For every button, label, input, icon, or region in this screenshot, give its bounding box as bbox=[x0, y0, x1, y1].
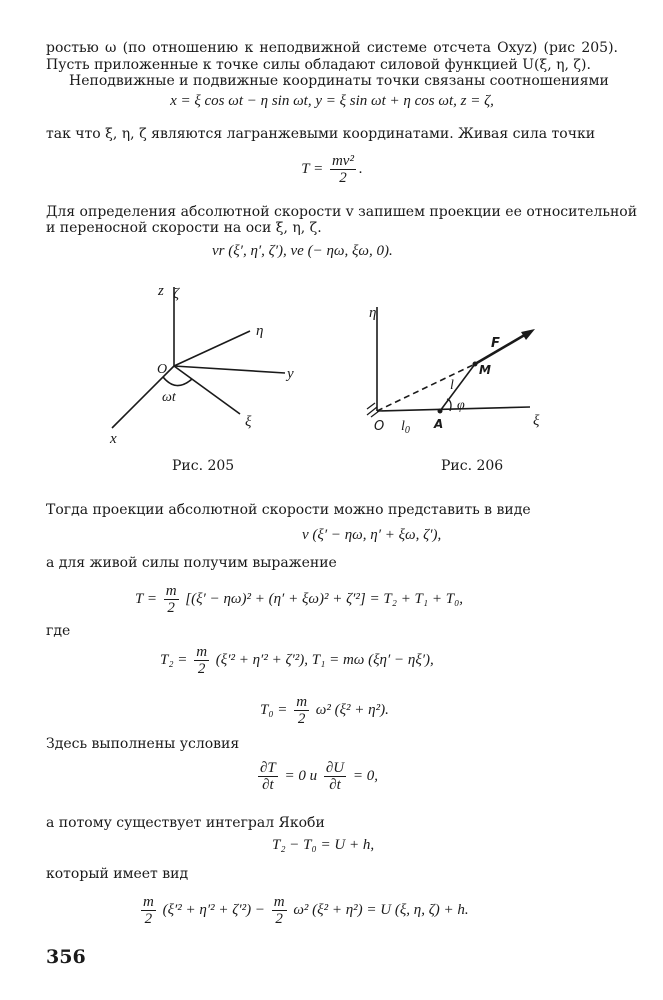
figure-caption: Рис. 206 bbox=[441, 458, 504, 474]
fraction: $\frac{m}{2}$ bbox=[273, 894, 285, 928]
label-eta: η bbox=[369, 305, 377, 321]
paragraph-line: Неподвижные и подвижные координаты точки связаны соотношениями bbox=[69, 73, 609, 89]
label-l0: $l_0$ bbox=[401, 419, 410, 436]
paragraph-line: который имеет вид bbox=[46, 866, 189, 882]
paragraph-line: Пусть приложенные к точке силы обладают силовой функцией U(ξ, η, ζ). bbox=[46, 57, 591, 73]
paragraph-line: и переносной скорости на оси ξ, η, ζ. bbox=[46, 220, 322, 236]
angle-arc bbox=[163, 377, 192, 386]
paragraph-line: а для живой силы получим выражение bbox=[46, 555, 337, 571]
equation-velocity-projections: vr (ξ′, η′, ζ′), ve (− ηω, ξω, 0). bbox=[212, 243, 393, 259]
figure-206 bbox=[355, 285, 565, 445]
figure-caption: Рис. 205 bbox=[172, 458, 235, 474]
equation-kinetic-energy: T = $\frac{\text{mv²}}{2}$ . bbox=[301, 153, 363, 187]
label-zeta: ζ bbox=[173, 286, 180, 302]
fraction: $\frac{\text{mv²}}{2}$ bbox=[331, 153, 354, 187]
force-F-arrowhead bbox=[521, 329, 535, 340]
equation-T2-T1: T₂ = $\frac{m}{2}$ (ξ′² + η′² + ζ′²), T₁ = mω (ξη′ − ηξ′), bbox=[160, 644, 434, 678]
equation-absolute-velocity: v (ξ′ − ηω, η′ + ξω, ζ′), bbox=[302, 527, 442, 543]
label-origin: O bbox=[374, 419, 385, 434]
paragraph-line: где bbox=[46, 623, 71, 639]
label-z: z bbox=[158, 283, 164, 299]
label-y: y bbox=[287, 366, 294, 382]
page-number: 356 bbox=[46, 946, 86, 968]
axis-xi bbox=[174, 366, 240, 414]
force-F-shaft bbox=[475, 333, 528, 364]
label-xi: ξ bbox=[245, 414, 252, 430]
equation-coordinates: x = ξ cos ωt − η sin ωt, y = ξ sin ωt + η cos ωt, z = ζ, bbox=[170, 93, 494, 109]
fraction: $\frac{m}{2}$ bbox=[196, 644, 208, 678]
equation-total-kinetic-energy: T = $\frac{m}{2}$ [(ξ′ − ηω)² + (η′ + ξω)² + ζ′²] = T₂ + T₁ + T₀, bbox=[135, 583, 464, 617]
axis-eta bbox=[174, 331, 250, 366]
figure-205 bbox=[100, 275, 315, 450]
point-M bbox=[473, 362, 478, 367]
paragraph-line: так что ξ, η, ζ являются лагранжевыми координатами. Живая сила точки bbox=[46, 126, 596, 142]
equation-conditions: $\frac{\partial T}{\partial t}$ = 0 и $\frac{\partial U}{\partial t}$ = 0, bbox=[260, 760, 379, 794]
label-F: F bbox=[491, 336, 500, 351]
axis-xi bbox=[377, 407, 530, 411]
label-omega-t: ωt bbox=[162, 390, 176, 405]
paragraph-line: Здесь выполнены условия bbox=[46, 736, 240, 752]
label-origin: O bbox=[157, 362, 168, 377]
label-A: A bbox=[434, 417, 444, 431]
label-eta: η bbox=[256, 323, 264, 339]
paragraph-line: ростью ω (по отношению к неподвижной системе отсчета Oxyz) (рис 205). bbox=[46, 40, 618, 56]
paragraph-line: Для определения абсолютной скорости v запишем проекции ее относительной bbox=[46, 204, 638, 220]
fraction: $\frac{m}{2}$ bbox=[165, 583, 177, 617]
label-l: l bbox=[450, 378, 454, 393]
fraction: $\frac{m}{2}$ bbox=[296, 694, 308, 728]
fraction: $\frac{m}{2}$ bbox=[143, 894, 154, 928]
point-A bbox=[438, 409, 443, 414]
label-M: M bbox=[479, 363, 491, 377]
equation-jacobi-expanded: $\frac{m}{2}$ (ξ′² + η′² + ζ′²) − $\frac{m}{2}$ ω² (ξ² + η²) = U (ξ, η, ζ) + h. bbox=[143, 894, 469, 928]
paragraph-line: а потому существует интеграл Якоби bbox=[46, 815, 325, 831]
axis-y bbox=[174, 366, 285, 373]
label-x: x bbox=[110, 431, 117, 447]
paragraph-line: Тогда проекции абсолютной скорости можно представить в виде bbox=[46, 502, 531, 518]
fraction: $\frac{\partial T}{\partial t}$ bbox=[260, 760, 276, 794]
label-phi: φ bbox=[457, 398, 465, 413]
eq-lhs: T = bbox=[301, 161, 324, 177]
equation-T0: T₀ = $\frac{m}{2}$ ω² (ξ² + η²). bbox=[260, 694, 389, 728]
label-xi: ξ bbox=[533, 413, 540, 429]
equation-jacobi-integral: T₂ − T₀ = U + h, bbox=[272, 837, 375, 853]
fraction: $\frac{\partial U}{\partial t}$ bbox=[325, 760, 345, 794]
